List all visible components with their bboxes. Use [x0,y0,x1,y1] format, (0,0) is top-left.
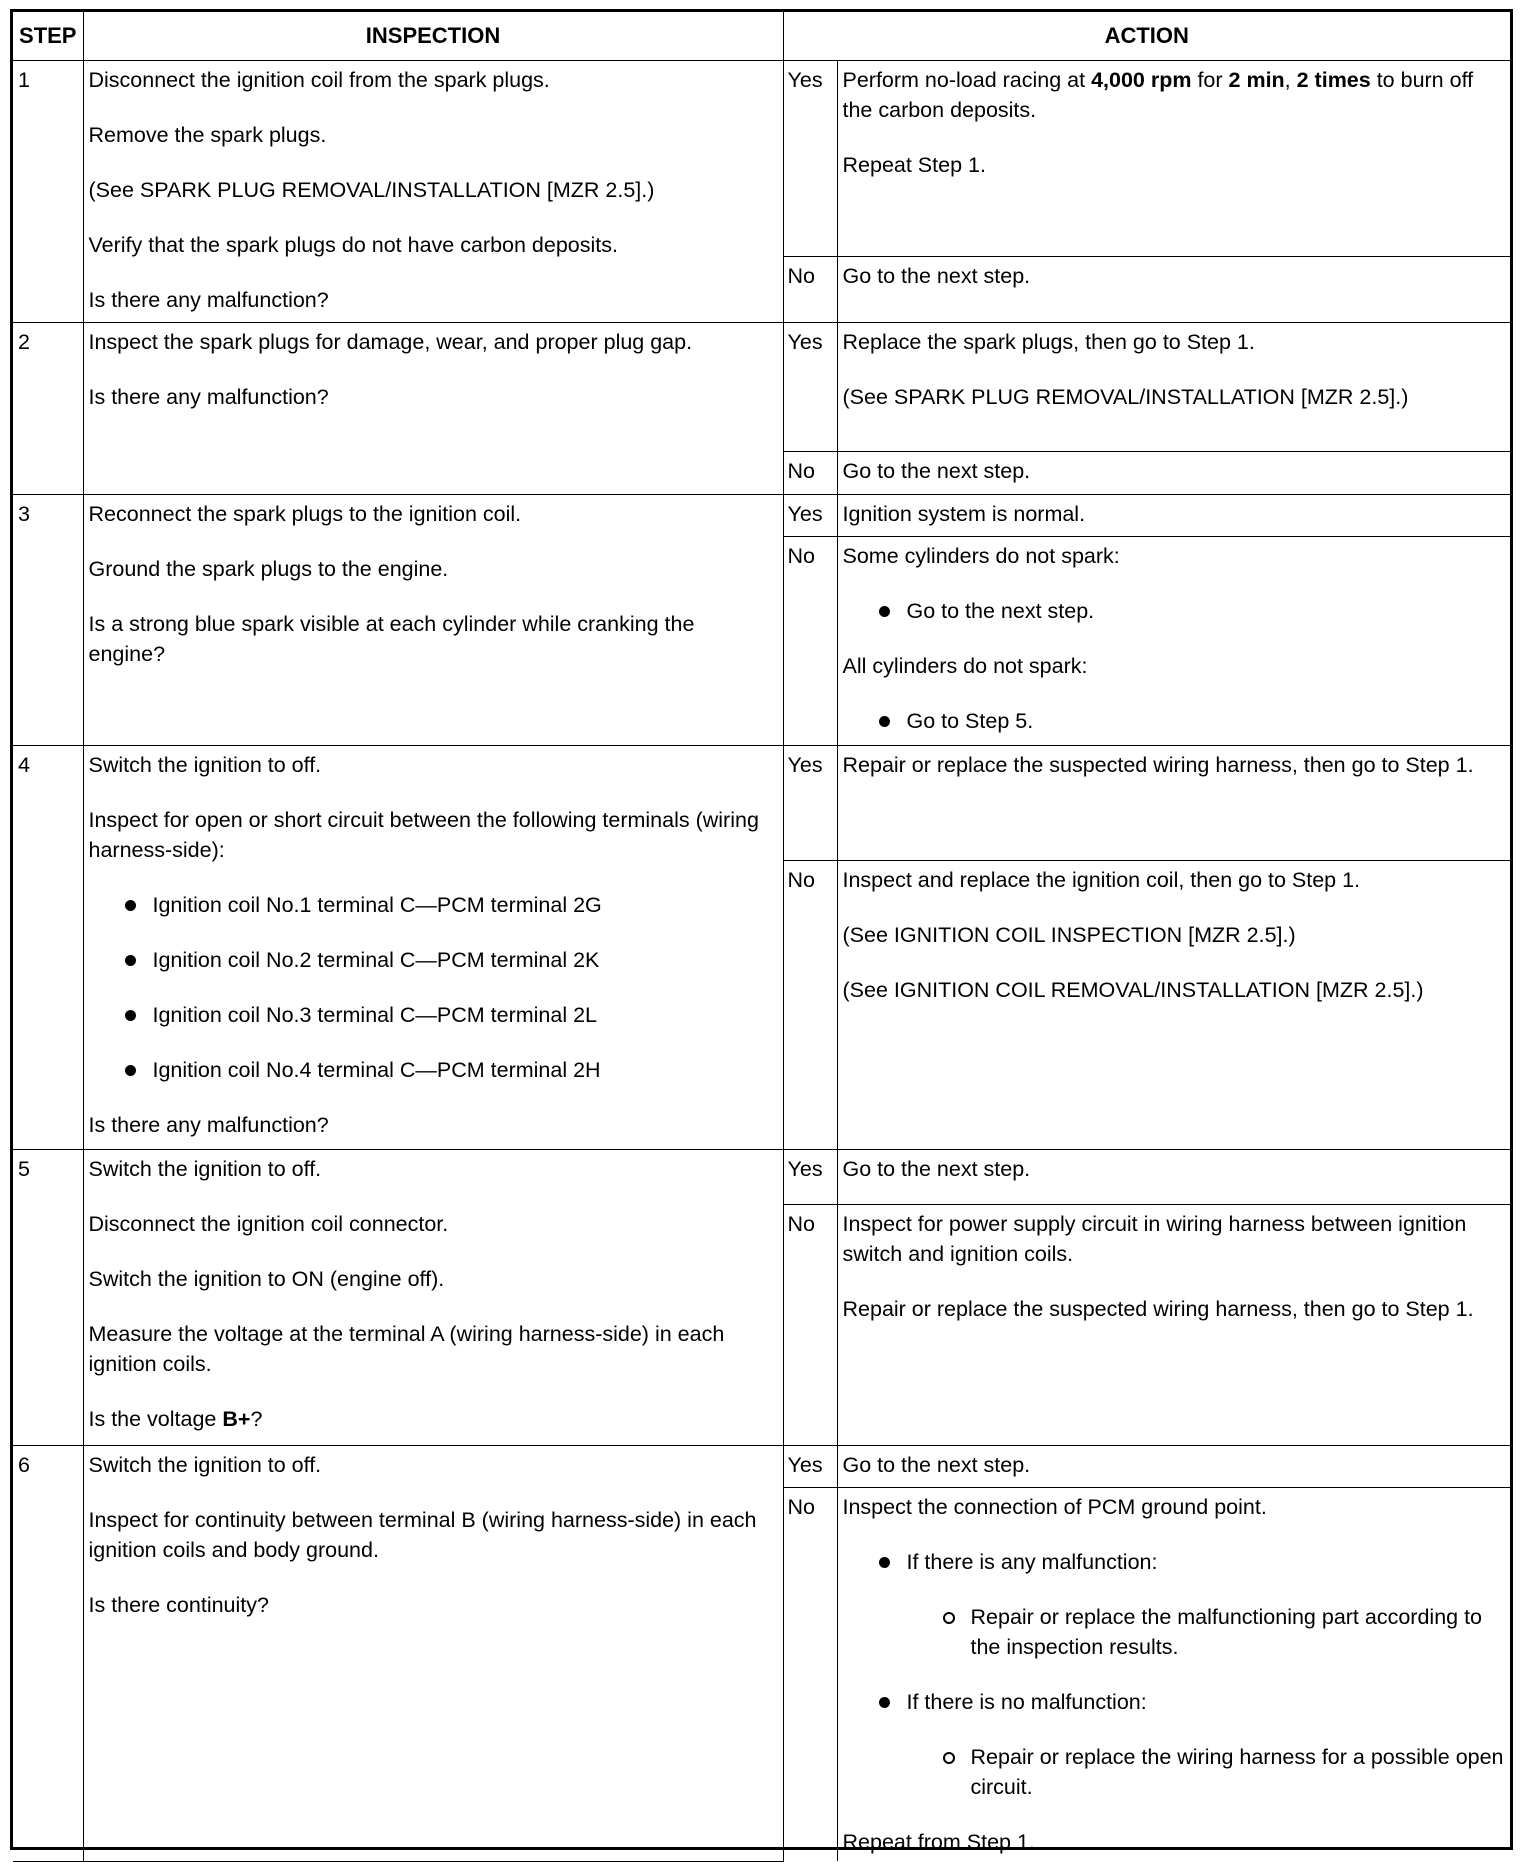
bullet-dot-icon [125,900,136,911]
bullet-item: Go to the next step. [879,596,1505,626]
sub-bullet-list [907,1602,1505,1662]
bullet-item: Ignition coil No.2 terminal C—PCM terminal 2K [125,945,777,975]
inspection-text: Reconnect the spark plugs to the ignition coil. [88,502,522,526]
action-text: Go to the next step. [842,1157,1031,1181]
bullet-dot-icon [125,955,136,966]
header-row [13,12,1510,61]
action-yes-cell [837,495,1510,537]
diagnostic-table [13,12,1510,1862]
inspection-text: Ground the spark plugs to the engine. [88,557,449,581]
action-text: Go to the next step. [842,264,1031,288]
header-action: ACTION [783,12,1510,61]
action-yes-cell [837,1150,1510,1205]
action-text: Perform no-load racing at 4,000 rpm for 2 min, 2 times to burn off the carbon deposits. [842,68,1474,122]
action-no-cell [837,257,1510,323]
bullet-dot-icon [879,1697,890,1708]
yes-label: Yes [783,1446,837,1488]
action-text: Replace the spark plugs, then go to Step 1. [842,330,1255,354]
action-no-cell [837,452,1510,495]
action-no-cell [837,861,1510,1150]
action-text: Ignition system is normal. [842,502,1086,526]
inspection-question: Is the voltage B+? [88,1407,263,1431]
bullet-dot-icon [125,1010,136,1021]
inspection-question: Is there any malfunction? [88,385,329,409]
step-number: 4 [13,746,83,1150]
inspection-text: Switch the ignition to off. [88,1157,322,1181]
bullet-list [843,596,1505,626]
action-yes-cell [837,746,1510,861]
header-step: STEP [13,12,83,61]
no-label: No [783,861,837,1150]
bullet-list [843,706,1505,736]
action-yes-cell [837,1446,1510,1488]
terminal-list [89,890,777,1085]
header-inspection: INSPECTION [83,12,783,61]
yes-label: Yes [783,495,837,537]
yes-label: Yes [783,746,837,861]
sub-bullet-list [907,1742,1505,1802]
inspection-question: Is a strong blue spark visible at each cylinder while cranking the engine? [88,612,695,666]
inspection-text: Measure the voltage at the terminal A (wiring harness-side) in each ignition coils. [88,1322,725,1376]
yes-label: Yes [783,323,837,452]
table-row [13,495,1510,537]
inspection-text: Inspect for open or short circuit between the following terminals (wiring harness-side): [88,808,759,862]
yes-label: Yes [783,1150,837,1205]
inspection-cell [83,495,783,746]
inspection-cell [83,1150,783,1446]
inspection-question: Is there any malfunction? [88,1113,329,1137]
bullet-dot-icon [879,716,890,727]
step-number: 5 [13,1150,83,1446]
inspection-text: Switch the ignition to off. [88,753,322,777]
step-number: 6 [13,1446,83,1862]
inspection-question: Is there any malfunction? [88,288,329,312]
action-text: Inspect and replace the ignition coil, then go to Step 1. [842,868,1361,892]
action-yes-cell [837,61,1510,257]
no-label: No [783,452,837,495]
table-row [13,61,1510,257]
action-yes-cell [837,323,1510,452]
bullet-dot-icon [879,606,890,617]
no-label: No [783,257,837,323]
inspection-text: Remove the spark plugs. [88,123,327,147]
no-label: No [783,1205,837,1446]
action-text: Repeat from Step 1. [842,1830,1035,1854]
diagnostic-procedure-sheet [10,9,1513,1854]
inspection-cell [83,61,783,323]
action-no-cell [837,537,1510,746]
inspection-cell [83,746,783,1150]
bullet-item: Ignition coil No.3 terminal C—PCM terminal 2L [125,1000,777,1030]
inspection-text: Disconnect the ignition coil from the spark plugs. [88,68,550,92]
table-row [13,1150,1510,1205]
bullet-item: If there is no malfunction: Repair or replace the wiring harness for a possible open circuit. [879,1687,1505,1802]
inspection-text: Inspect for continuity between terminal B (wiring harness-side) in each ignition coils and body ground. [88,1508,757,1562]
inspection-text: Inspect the spark plugs for damage, wear, and proper plug gap. [88,330,693,354]
inspection-text: Verify that the spark plugs do not have carbon deposits. [88,233,618,257]
table-row [13,323,1510,452]
step-number: 2 [13,323,83,495]
action-reference: (See IGNITION COIL INSPECTION [MZR 2.5].) [842,923,1296,947]
bullet-list [843,1547,1505,1802]
bullet-item: Ignition coil No.1 terminal C—PCM terminal 2G [125,890,777,920]
bullet-dot-icon [125,1065,136,1076]
step-number: 1 [13,61,83,323]
table-row [13,746,1510,861]
action-text: Inspect for power supply circuit in wiring harness between ignition switch and ignition coils. [842,1212,1467,1266]
action-text: Some cylinders do not spark: [842,544,1120,568]
sub-bullet-item: Repair or replace the wiring harness for a possible open circuit. [943,1742,1505,1802]
action-text: Repair or replace the suspected wiring harness, then go to Step 1. [842,753,1474,777]
inspection-reference: (See SPARK PLUG REMOVAL/INSTALLATION [MZR 2.5].) [88,178,655,202]
bullet-item: Go to Step 5. [879,706,1505,736]
action-text: Inspect the connection of PCM ground point. [842,1495,1267,1519]
inspection-text: Disconnect the ignition coil connector. [88,1212,449,1236]
action-no-cell [837,1488,1510,1862]
action-text: Repeat Step 1. [842,153,986,177]
inspection-text: Switch the ignition to off. [88,1453,322,1477]
no-label: No [783,537,837,746]
inspection-text: Switch the ignition to ON (engine off). [88,1267,445,1291]
inspection-question: Is there continuity? [88,1593,269,1617]
action-text: All cylinders do not spark: [842,654,1088,678]
sub-bullet-item: Repair or replace the malfunctioning part according to the inspection results. [943,1602,1505,1662]
action-reference: (See IGNITION COIL REMOVAL/INSTALLATION [MZR 2.5].) [842,978,1424,1002]
no-label: No [783,1488,837,1862]
action-text: Go to the next step. [842,459,1031,483]
action-reference: (See SPARK PLUG REMOVAL/INSTALLATION [MZR 2.5].) [842,385,1409,409]
bullet-dot-icon [879,1557,890,1568]
bullet-item: If there is any malfunction: Repair or replace the malfunctioning part according to the inspection results. [879,1547,1505,1662]
step-number: 3 [13,495,83,746]
action-text: Go to the next step. [842,1453,1031,1477]
inspection-cell [83,1446,783,1862]
action-text: Repair or replace the suspected wiring harness, then go to Step 1. [842,1297,1474,1321]
bullet-item: Ignition coil No.4 terminal C—PCM terminal 2H [125,1055,777,1085]
table-row [13,1446,1510,1488]
bullet-circle-icon [943,1752,955,1764]
yes-label: Yes [783,61,837,257]
bullet-circle-icon [943,1612,955,1624]
inspection-cell [83,323,783,495]
action-no-cell [837,1205,1510,1446]
